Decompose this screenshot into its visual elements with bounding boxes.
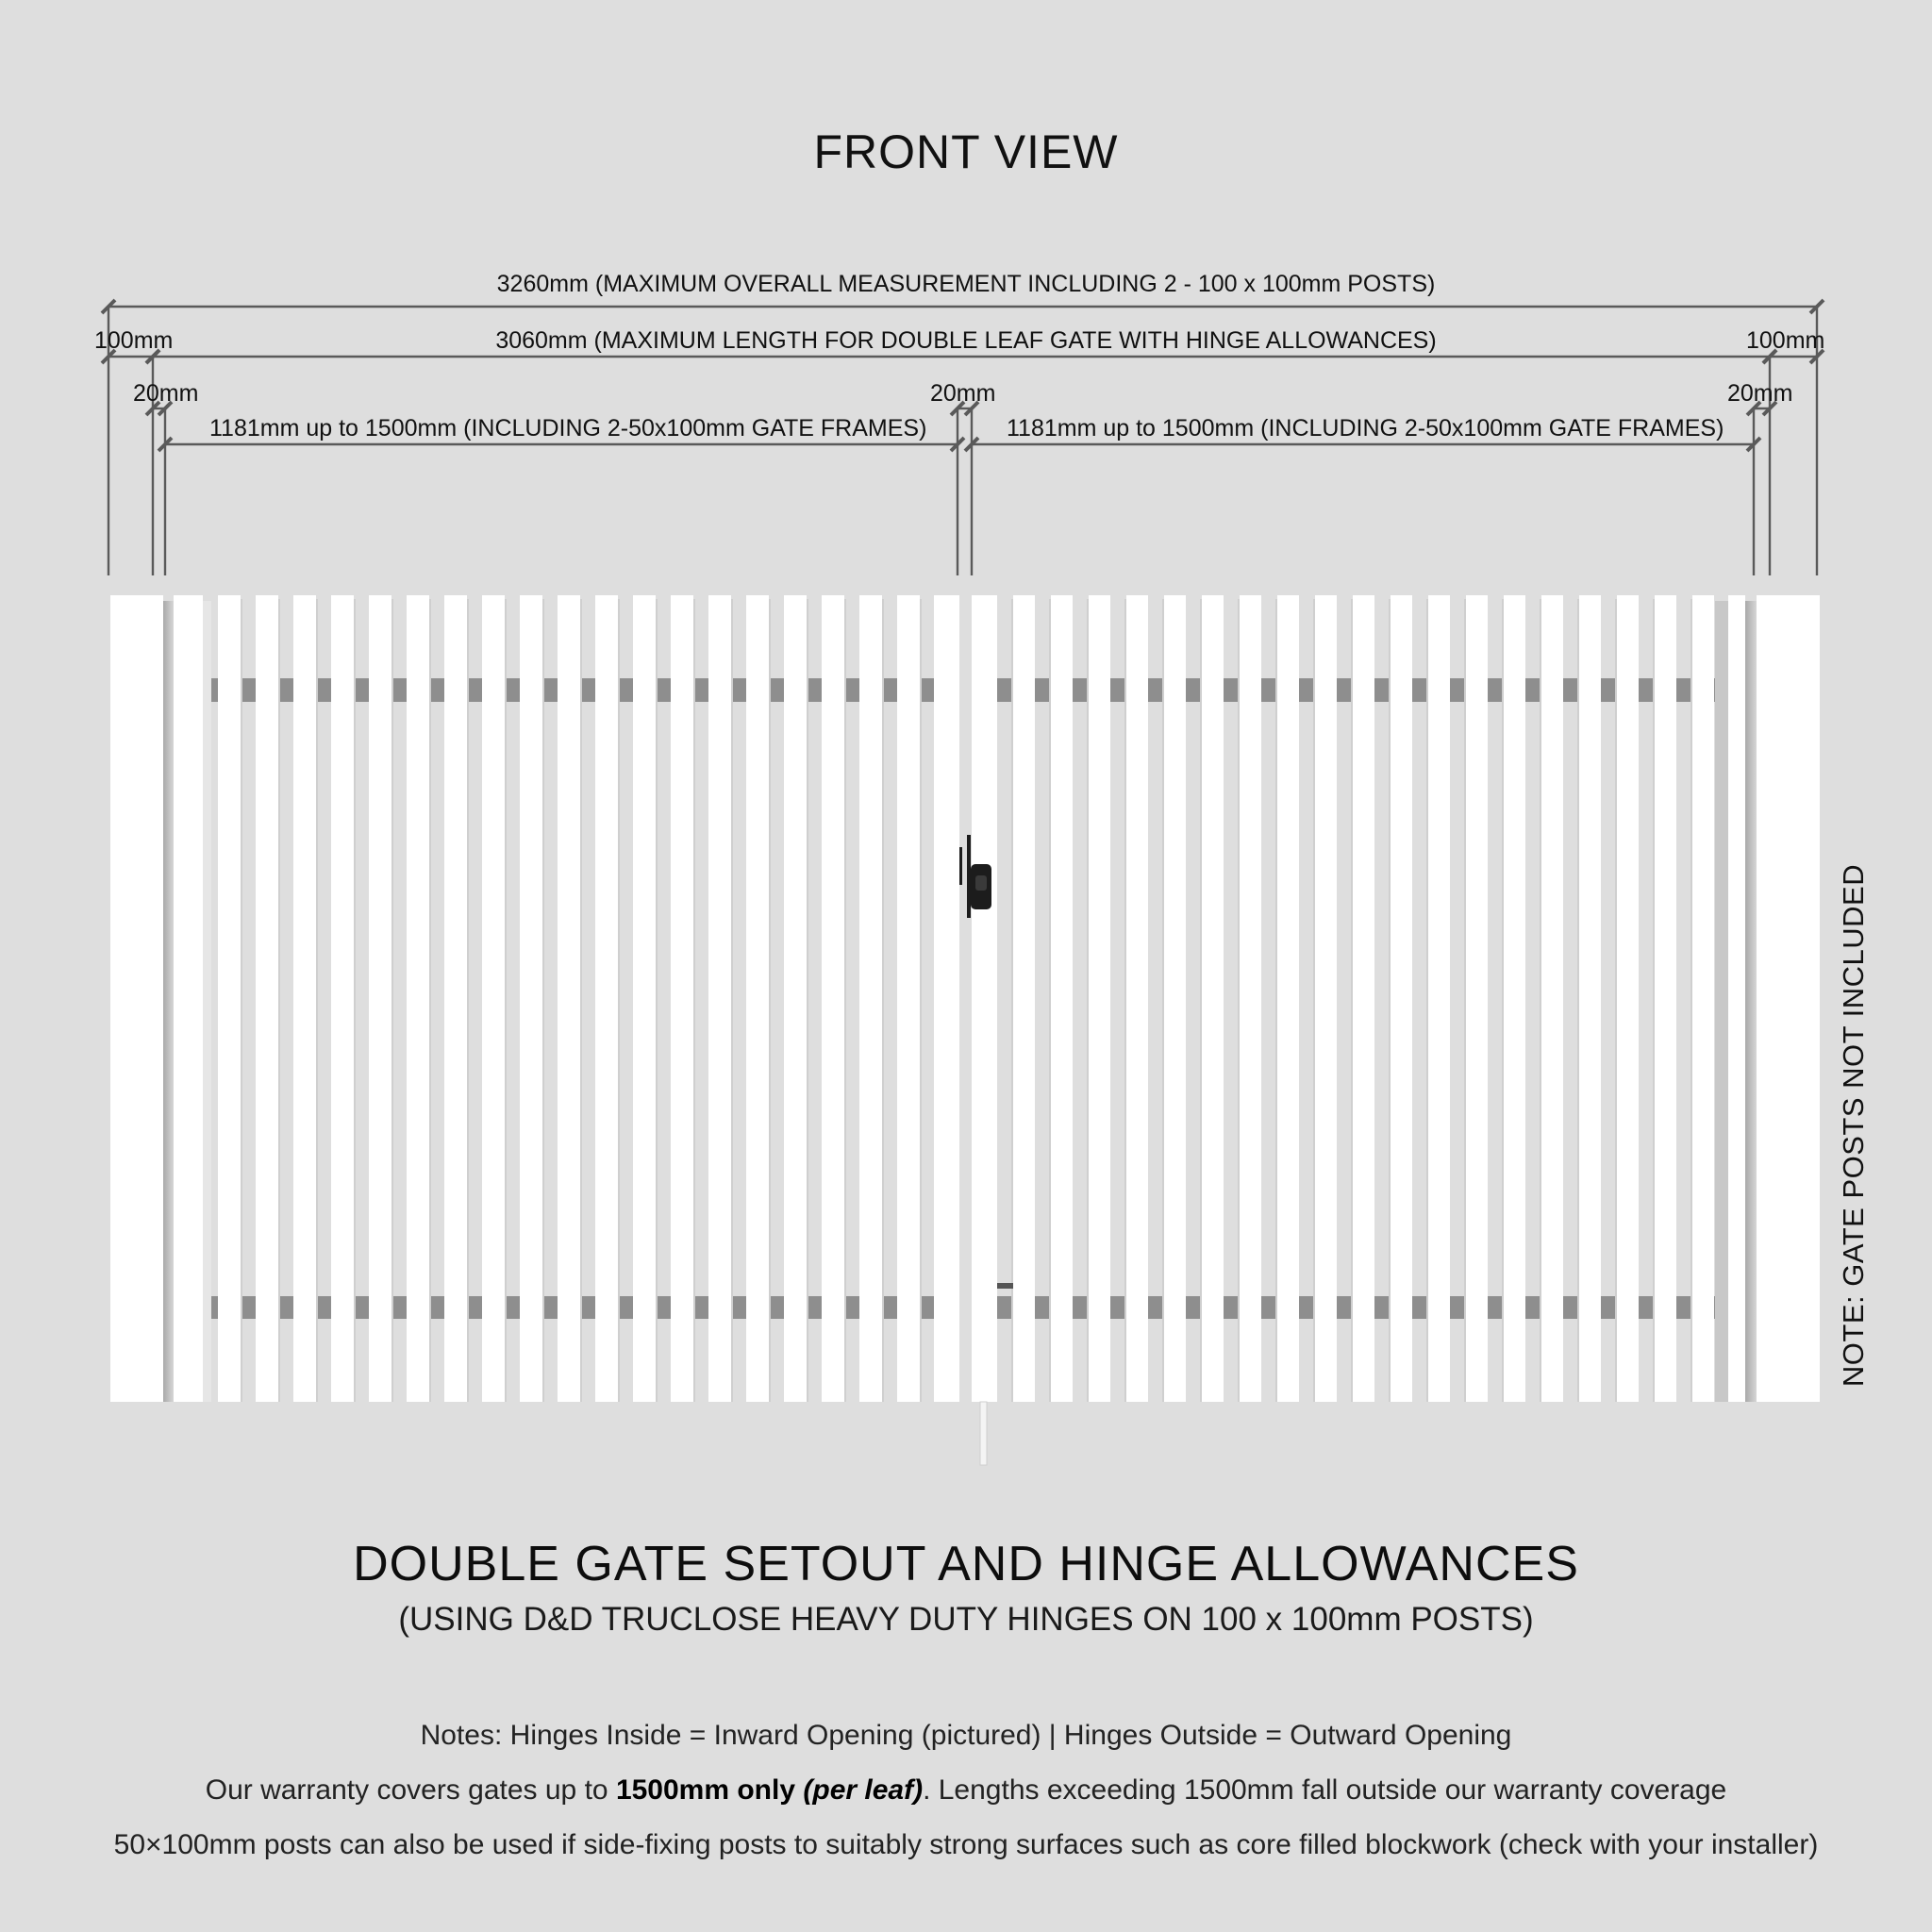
stile-right-hinge	[1728, 595, 1745, 1402]
slat-edge	[1464, 599, 1466, 1402]
slat-edge	[1502, 599, 1504, 1402]
slat-edge	[1275, 599, 1277, 1402]
slat-left-leaf	[218, 595, 241, 1402]
slat-left-leaf	[482, 595, 505, 1402]
slat-right-leaf	[1428, 595, 1450, 1402]
slat-left-leaf	[746, 595, 769, 1402]
slat-edge	[278, 599, 280, 1402]
slat-right-leaf	[1164, 595, 1186, 1402]
vertical-note: NOTE: GATE POSTS NOT INCLUDED	[1837, 863, 1870, 1388]
slat-edge	[1238, 599, 1240, 1402]
drop-bolt-rod	[980, 1402, 987, 1465]
dim-label-leaf-left: 1181mm up to 1500mm (INCLUDING 2-50x100mm GATE FRAMES)	[209, 415, 927, 441]
note-hinges: Notes: Hinges Inside = Inward Opening (pictured) | Hinges Outside = Outward Opening	[420, 1720, 1512, 1751]
slat-left-leaf	[784, 595, 807, 1402]
slat-edge	[391, 599, 393, 1402]
slat-right-leaf	[1051, 595, 1073, 1402]
slat-right-leaf	[1202, 595, 1224, 1402]
slat-edge	[1389, 599, 1391, 1402]
slat-edge	[882, 599, 884, 1402]
slat-right-leaf	[1126, 595, 1148, 1402]
post-left	[110, 595, 163, 1402]
dim-label-center-gap: 20mm	[930, 380, 996, 407]
slat-edge	[354, 599, 356, 1402]
dim-label-hinge-gap-right: 20mm	[1727, 380, 1793, 407]
slat-right-leaf	[1240, 595, 1261, 1402]
slat-edge	[1426, 599, 1428, 1402]
slat-edge	[542, 599, 544, 1402]
slat-right-leaf	[1692, 595, 1714, 1402]
slat-right-leaf	[1353, 595, 1374, 1402]
dim-label-hinge-gap-left: 20mm	[133, 380, 199, 407]
slat-left-leaf	[558, 595, 580, 1402]
latch-keyhole	[975, 875, 987, 891]
slat-edge	[1200, 599, 1202, 1402]
slat-left-leaf	[708, 595, 731, 1402]
post-left-shadow	[163, 601, 174, 1402]
slat-left-leaf	[633, 595, 656, 1402]
slat-edge	[693, 599, 695, 1402]
slat-left-leaf	[859, 595, 882, 1402]
slat-edge	[618, 599, 620, 1402]
slat-right-leaf	[1013, 595, 1035, 1402]
slat-edge	[316, 599, 318, 1402]
slat-edge	[920, 599, 922, 1402]
slat-right-leaf	[1466, 595, 1488, 1402]
latch-plate	[967, 835, 971, 918]
slat-edge	[769, 599, 771, 1402]
slat-edge	[1653, 599, 1655, 1402]
slat-left-leaf	[897, 595, 920, 1402]
sub-heading: (USING D&D TRUCLOSE HEAVY DUTY HINGES ON 100 x 100mm POSTS)	[398, 1601, 1534, 1638]
slat-edge	[656, 599, 658, 1402]
slat-edge	[1162, 599, 1164, 1402]
slat-right-leaf	[1315, 595, 1337, 1402]
slat-right-leaf	[1579, 595, 1601, 1402]
note-warranty	[0, 1774, 1932, 1807]
dim-label-leaf-right: 1181mm up to 1500mm (INCLUDING 2-50x100mm GATE FRAMES)	[1007, 415, 1724, 441]
slat-edge	[1313, 599, 1315, 1402]
slat-edge	[1690, 599, 1692, 1402]
gate	[110, 595, 1820, 1465]
drop-bolt-keeper	[997, 1283, 1013, 1289]
dim-label-overall: 3260mm (MAXIMUM OVERALL MEASUREMENT INCLUDING 2 - 100 x 100mm POSTS)	[496, 271, 1436, 297]
slat-edge	[1577, 599, 1579, 1402]
stile-right-latch	[972, 595, 997, 1402]
post-right-shadow	[1745, 601, 1757, 1402]
slat-left-leaf	[595, 595, 618, 1402]
slat-left-leaf	[407, 595, 429, 1402]
slat-edge	[807, 599, 808, 1402]
slat-right-leaf	[1277, 595, 1299, 1402]
slat-left-leaf	[256, 595, 278, 1402]
note-warranty-bold: 1500mm only	[615, 1774, 804, 1806]
slat-right-leaf	[1541, 595, 1563, 1402]
stile-left-latch	[934, 595, 959, 1402]
dim-label-gate-length: 3060mm (MAXIMUM LENGTH FOR DOUBLE LEAF GATE WITH HINGE ALLOWANCES)	[495, 327, 1437, 354]
slat-right-leaf	[1391, 595, 1412, 1402]
front-view-title: FRONT VIEW	[813, 125, 1119, 178]
slat-left-leaf	[671, 595, 693, 1402]
stile-left-hinge	[174, 595, 203, 1402]
slat-edge	[241, 599, 242, 1402]
slat-right-leaf	[1089, 595, 1110, 1402]
post-right	[1757, 595, 1820, 1402]
slat-edge	[1615, 599, 1617, 1402]
note-posts: 50×100mm posts can also be used if side-fixing posts to suitably strong surfaces such as core filled blockwork (check with your installer)	[113, 1829, 1819, 1860]
slat-edge	[505, 599, 507, 1402]
note-warranty-post: . Lengths exceeding 1500mm fall outside our warranty coverage	[923, 1774, 1727, 1806]
note-warranty-per-leaf: (per leaf)	[803, 1774, 924, 1806]
dim-label-post-right: 100mm	[1746, 327, 1825, 354]
slat-right-leaf	[1504, 595, 1525, 1402]
dim-label-post-left: 100mm	[94, 327, 174, 354]
slat-edge	[844, 599, 846, 1402]
slat-edge	[1011, 599, 1013, 1402]
slat-edge	[429, 599, 431, 1402]
slat-left-leaf	[822, 595, 844, 1402]
stile-left-hinge-side	[203, 601, 211, 1402]
slat-left-leaf	[369, 595, 391, 1402]
latch-bracket	[959, 847, 962, 885]
slat-right-leaf	[1617, 595, 1639, 1402]
slat-right-leaf	[1655, 595, 1676, 1402]
stile-right-hinge-side	[1715, 601, 1728, 1402]
main-heading: DOUBLE GATE SETOUT AND HINGE ALLOWANCES	[353, 1537, 1579, 1591]
slat-edge	[1087, 599, 1089, 1402]
slat-left-leaf	[444, 595, 467, 1402]
slat-edge	[1351, 599, 1353, 1402]
note-warranty-pre: Our warranty covers gates up to	[205, 1774, 616, 1806]
slat-edge	[731, 599, 733, 1402]
slat-left-leaf	[293, 595, 316, 1402]
slat-edge	[467, 599, 469, 1402]
slat-left-leaf	[331, 595, 354, 1402]
slat-edge	[580, 599, 582, 1402]
slat-edge	[1540, 599, 1541, 1402]
slat-edge	[1124, 599, 1126, 1402]
slat-left-leaf	[520, 595, 542, 1402]
slat-edge	[1049, 599, 1051, 1402]
